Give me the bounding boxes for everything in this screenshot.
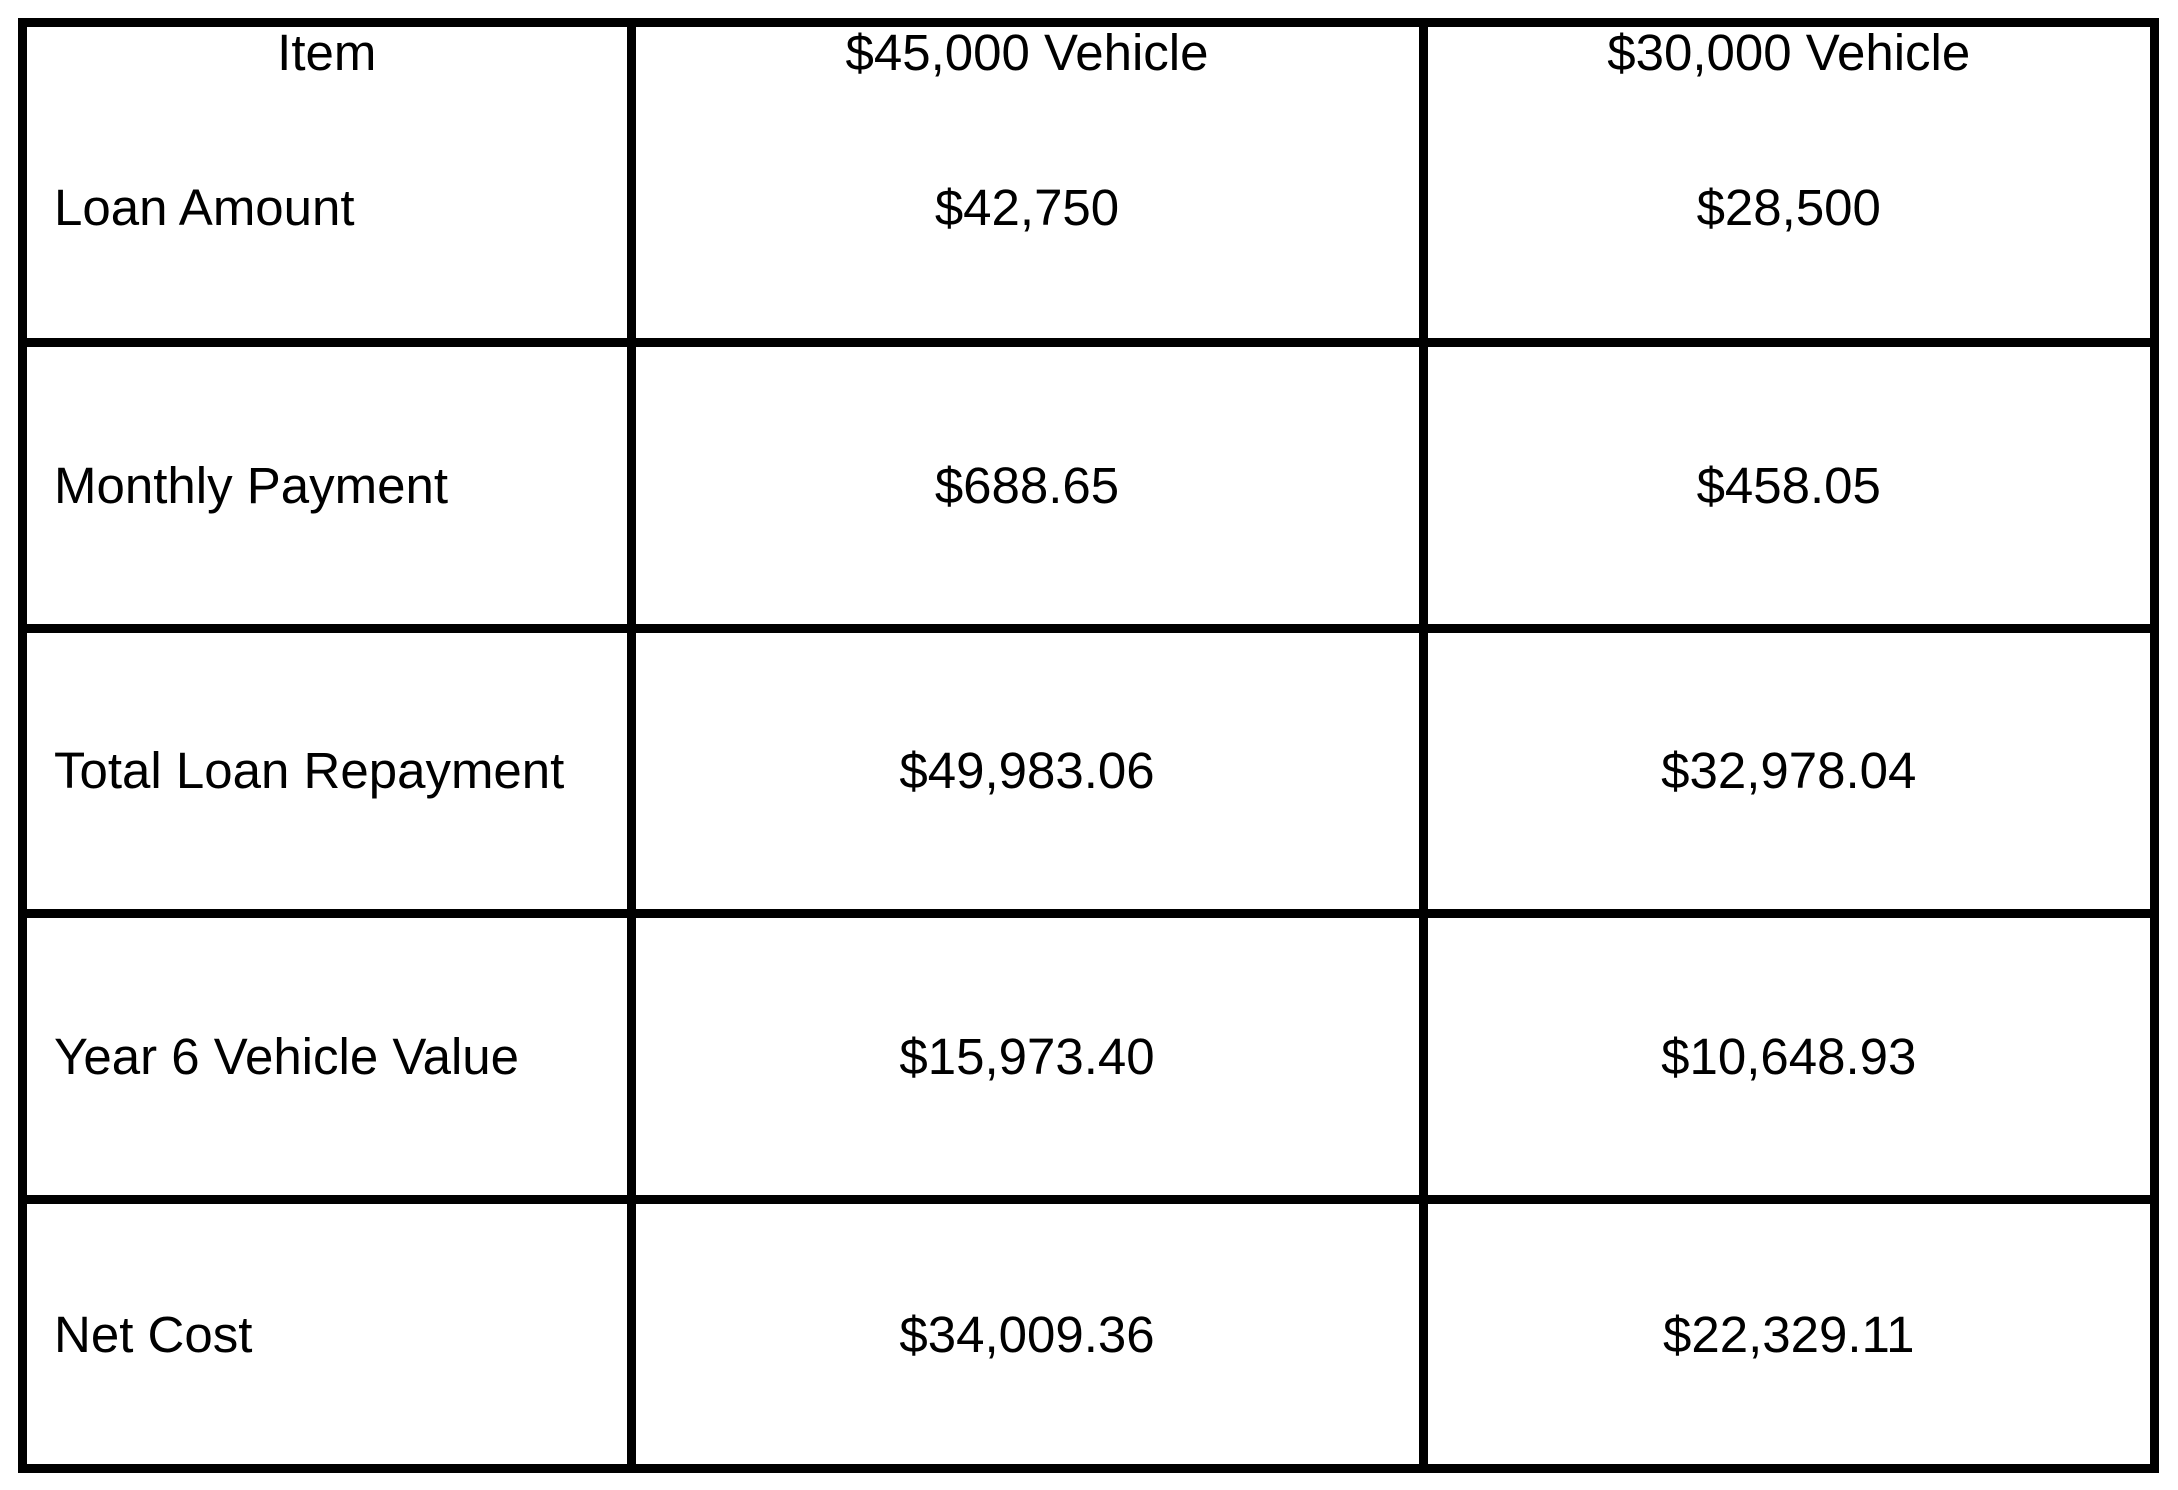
row-label-loan-amount: Loan Amount: [27, 78, 631, 342]
table-row: [27, 78, 2150, 342]
cell-45000-total-loan-repayment: $49,983.06: [631, 628, 1423, 914]
header-row: [27, 27, 2150, 78]
cell-30000-total-loan-repayment: $32,978.04: [1423, 628, 2150, 914]
cell-45000-loan-amount: $42,750: [631, 78, 1423, 342]
vehicle-cost-comparison-table: [18, 18, 2159, 1473]
table-row: [27, 914, 2150, 1200]
cell-30000-year-6-vehicle-value: $10,648.93: [1423, 914, 2150, 1200]
cell-45000-year-6-vehicle-value: $15,973.40: [631, 914, 1423, 1200]
table-row: [27, 628, 2150, 914]
header-item: Item: [27, 27, 631, 78]
row-label-net-cost: Net Cost: [27, 1200, 631, 1464]
header-45000-vehicle: $45,000 Vehicle: [631, 27, 1423, 78]
row-label-total-loan-repayment: Total Loan Repayment: [27, 628, 631, 914]
header-30000-vehicle: $30,000 Vehicle: [1423, 27, 2150, 78]
cell-30000-net-cost: $22,329.11: [1423, 1200, 2150, 1464]
table-row: [27, 1200, 2150, 1464]
cell-45000-net-cost: $34,009.36: [631, 1200, 1423, 1464]
cell-45000-monthly-payment: $688.65: [631, 342, 1423, 628]
table-row: [27, 342, 2150, 628]
row-label-year-6-vehicle-value: Year 6 Vehicle Value: [27, 914, 631, 1200]
cell-30000-monthly-payment: $458.05: [1423, 342, 2150, 628]
row-label-monthly-payment: Monthly Payment: [27, 342, 631, 628]
cell-30000-loan-amount: $28,500: [1423, 78, 2150, 342]
cost-table: [27, 24, 2150, 1464]
